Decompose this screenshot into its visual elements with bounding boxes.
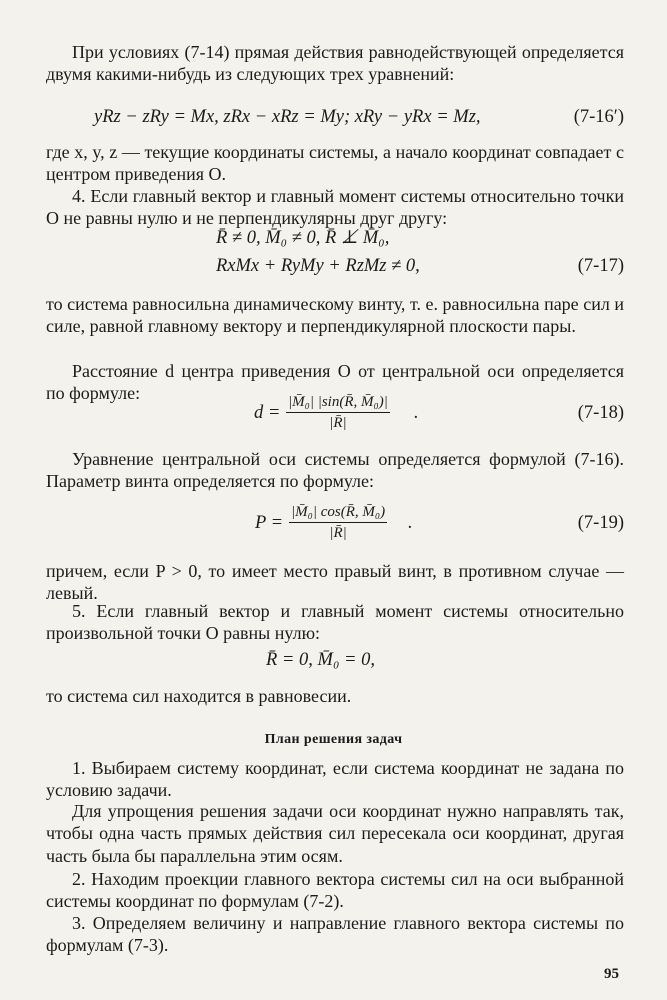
equation-formula: RxMx + RyMy + RzMz ≠ 0, bbox=[216, 256, 420, 276]
equation-7-19 bbox=[46, 502, 624, 548]
equation-tail: . bbox=[414, 403, 419, 423]
paragraph-distance: Расстояние d центра приведения O от центральной оси определяется по формуле: bbox=[46, 361, 624, 404]
equation-tail: . bbox=[408, 513, 413, 533]
paragraph-central-axis: Уравнение центральной оси системы определяется формулой (7-16). Параметр винта определяется по формуле: bbox=[46, 449, 624, 492]
equation-7-16-prime bbox=[46, 104, 624, 130]
paragraph-resultant-line: При условиях (7-14) прямая действия равнодействующей определяется двумя какими-нибудь из следующих трех уравнений: bbox=[46, 42, 624, 85]
paragraph-coordinates: где x, y, z — текущие координаты системы, а начало координат совпадает с центром приведения O. bbox=[46, 142, 624, 185]
equation-fraction bbox=[289, 502, 387, 543]
equation-7-17-line1 bbox=[46, 225, 624, 251]
paragraph-equilibrium: то система сил находится в равновесии. bbox=[46, 686, 352, 706]
paragraph-step-1: 1. Выбираем систему координат, если система координат не задана по условию задачи. bbox=[46, 758, 624, 801]
section-heading: План решения задач bbox=[264, 732, 403, 747]
paragraph-step-3: 3. Определяем величину и направление главного вектора системы по формулам (7-3). bbox=[46, 913, 624, 956]
equation-formula: R̄ = 0, M̄₀ = 0, bbox=[266, 650, 375, 670]
equation-number: (7-16′) bbox=[573, 107, 624, 127]
page-number: 95 bbox=[604, 966, 619, 982]
fraction-denominator: |R̄| bbox=[329, 415, 347, 431]
equation-formula: R̄ ≠ 0, M̄₀ ≠ 0, R̄ ⊥̸ M̄₀, bbox=[216, 228, 390, 248]
fraction-numerator: |M̄₀| cos(R̄, M̄₀) bbox=[289, 502, 387, 523]
fraction-numerator: |M̄₀| |sin(R̄, M̄₀)| bbox=[286, 392, 390, 413]
equation-lhs: P = bbox=[255, 513, 284, 533]
equation-lhs: d = bbox=[254, 403, 281, 423]
paragraph-case-4: 4. Если главный вектор и главный момент системы относительно точки O не равны нулю и не перпендикулярны друг другу: bbox=[46, 186, 624, 229]
paragraph-dynamic-screw: то система равносильна динамическому винту, т. е. равносильна паре сил и силе, равной главному вектору и перпендикулярной плоскости пары. bbox=[46, 294, 624, 337]
equation-number: (7-17) bbox=[577, 256, 624, 276]
equation-fraction bbox=[286, 392, 390, 433]
paragraph-screw-direction: причем, если P > 0, то имеет место правый винт, в противном случае — левый. bbox=[46, 561, 624, 604]
equation-equilibrium bbox=[46, 647, 624, 673]
paragraph-axes-advice: Для упрощения решения задачи оси координат нужно направлять так, чтобы одна часть прямых действия сил пересекала оси координат, другая часть была бы параллельна этим осям. bbox=[46, 801, 624, 866]
paragraph-case-5: 5. Если главный вектор и главный момент системы относительно произвольной точки O равны нулю: bbox=[46, 601, 624, 644]
equation-number: (7-19) bbox=[577, 513, 624, 533]
equation-7-17-line2 bbox=[46, 253, 624, 279]
fraction-denominator: |R̄| bbox=[329, 525, 347, 541]
equation-7-18 bbox=[46, 392, 624, 438]
paragraph-step-2: 2. Находим проекции главного вектора системы сил на оси выбранной системы координат по формулам (7-2). bbox=[46, 869, 624, 912]
equation-number: (7-18) bbox=[577, 403, 624, 423]
equation-formula: yRz − zRy = Mx, zRx − xRz = My; xRy − yRx = Mz, bbox=[94, 107, 481, 127]
